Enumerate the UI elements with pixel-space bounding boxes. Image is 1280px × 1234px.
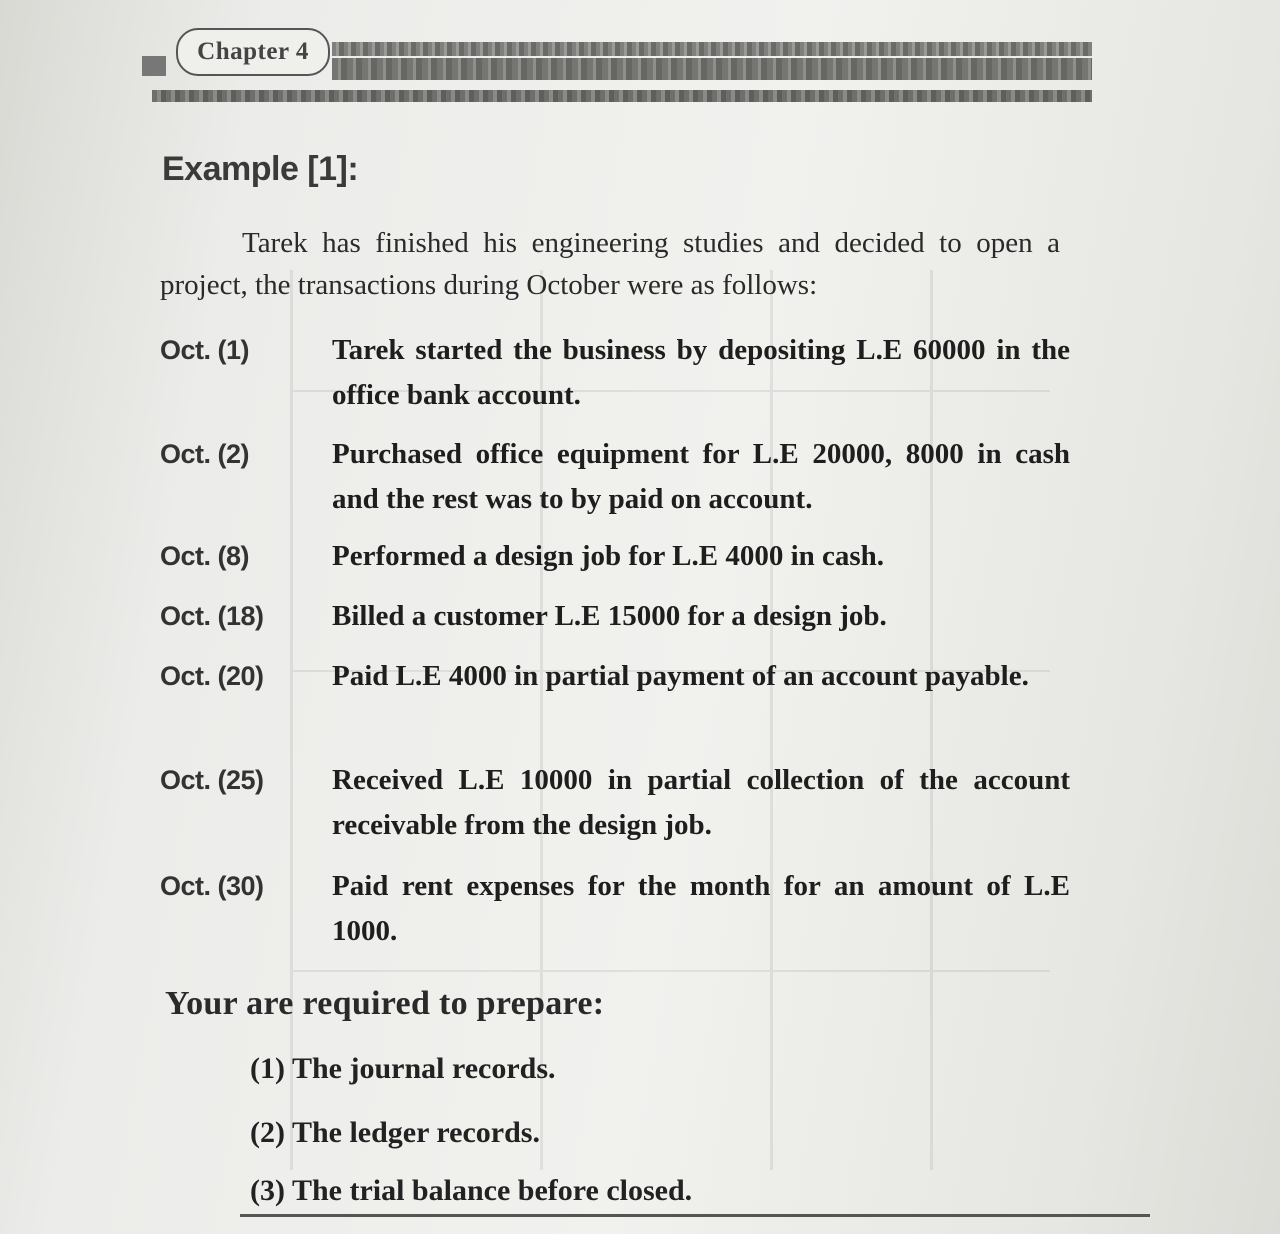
transaction-text: Received L.E 10000 in partial collection of the account receivable from the design job. xyxy=(332,764,1070,841)
transaction-row xyxy=(160,432,1070,522)
required-heading: Your are required to prepare: xyxy=(165,985,605,1022)
transaction-text: Paid L.E 4000 in partial payment of an account payable. xyxy=(332,660,1029,692)
transaction-date: Oct. (25) xyxy=(160,765,264,795)
chapter-header xyxy=(142,40,1090,82)
header-bar-top xyxy=(332,42,1092,56)
chapter-label: Chapter 4 xyxy=(176,28,330,76)
transaction-date: Oct. (1) xyxy=(160,335,250,365)
header-bar-bottom xyxy=(152,90,1092,102)
transaction-date: Oct. (8) xyxy=(160,541,250,571)
transaction-text: Performed a design job for L.E 4000 in cash. xyxy=(332,540,885,572)
required-item: (2) The ledger records. xyxy=(250,1116,540,1149)
transaction-date: Oct. (2) xyxy=(160,439,250,469)
transaction-text: Purchased office equipment for L.E 20000, 8000 in cash and the rest was to by paid on account. xyxy=(332,438,1070,515)
transaction-row xyxy=(160,328,1070,418)
required-item: (1) The journal records. xyxy=(250,1052,556,1085)
intro-paragraph xyxy=(160,222,1060,306)
intro-text: Tarek has finished his engineering studies and decided to open a project, the transactions during October were as follows: xyxy=(160,227,1060,301)
transaction-date: Oct. (18) xyxy=(160,601,264,631)
transaction-row xyxy=(160,758,1070,848)
bottom-divider xyxy=(240,1214,1150,1217)
transaction-text: Tarek started the business by depositing L.E 60000 in the office bank account. xyxy=(332,334,1070,411)
header-bar-middle xyxy=(332,58,1092,80)
example-title: Example [1]: xyxy=(162,150,359,188)
transaction-row xyxy=(160,594,1070,639)
transaction-date: Oct. (20) xyxy=(160,661,264,691)
required-item: (3) The trial balance before closed. xyxy=(250,1174,693,1207)
transaction-row xyxy=(160,534,1070,579)
transaction-row xyxy=(160,864,1070,954)
transaction-text: Paid rent expenses for the month for an amount of L.E 1000. xyxy=(332,870,1070,947)
transaction-text: Billed a customer L.E 15000 for a design job. xyxy=(332,600,887,632)
chapter-marker-icon xyxy=(142,56,166,76)
transaction-row xyxy=(160,654,1070,699)
transaction-date: Oct. (30) xyxy=(160,871,264,901)
